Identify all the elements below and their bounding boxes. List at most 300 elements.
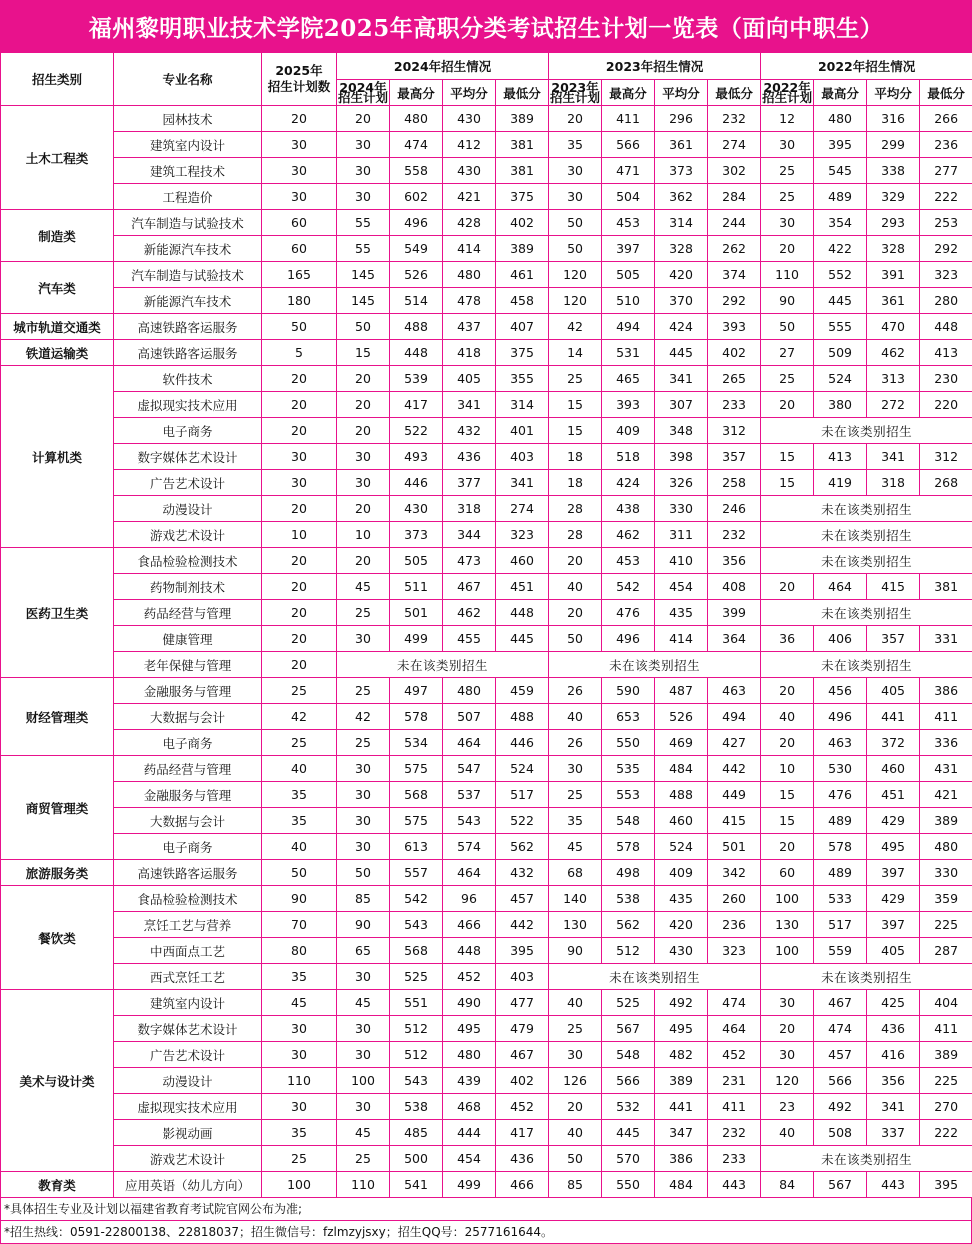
- major-cell: 金融服务与管理: [114, 678, 262, 704]
- y22-plan-cell: 12: [761, 106, 814, 132]
- y23-avg-cell: 420: [655, 262, 708, 288]
- y24-plan-cell: 30: [337, 184, 390, 210]
- y23-plan-cell: 14: [549, 340, 602, 366]
- y22-min-cell: 236: [920, 132, 972, 158]
- y22-plan-cell: 84: [761, 1172, 814, 1198]
- y22-max-cell: 492: [814, 1094, 867, 1120]
- not-recruited-cell: 未在该类别招生: [549, 964, 761, 990]
- y24-max-cell: 558: [390, 158, 443, 184]
- y23-avg-cell: 414: [655, 626, 708, 652]
- y22-avg-cell: 460: [867, 756, 920, 782]
- y23-avg-cell: 326: [655, 470, 708, 496]
- y24-plan-cell: 50: [337, 860, 390, 886]
- table-row: [1, 1068, 972, 1094]
- y24-min-cell: 323: [496, 522, 549, 548]
- y23-min-cell: 494: [708, 704, 761, 730]
- y23-max-cell: 578: [602, 834, 655, 860]
- table-row: [1, 964, 972, 990]
- table-row: [1, 834, 972, 860]
- y22-avg-cell: 441: [867, 704, 920, 730]
- y23-plan-cell: 30: [549, 158, 602, 184]
- y23-avg-cell: 454: [655, 574, 708, 600]
- y24-max-cell: 480: [390, 106, 443, 132]
- y23-avg-cell: 314: [655, 210, 708, 236]
- table-row: [1, 574, 972, 600]
- y24-plan-cell: 55: [337, 210, 390, 236]
- category-cell: 汽车类: [1, 262, 114, 314]
- y23-min-cell: 449: [708, 782, 761, 808]
- y22-avg-cell: 341: [867, 444, 920, 470]
- y22-max-cell: 354: [814, 210, 867, 236]
- y22-plan-cell: 30: [761, 210, 814, 236]
- y22-max-cell: 552: [814, 262, 867, 288]
- y22-max-cell: 509: [814, 340, 867, 366]
- y24-max-cell: 543: [390, 1068, 443, 1094]
- y24-max-cell: 525: [390, 964, 443, 990]
- y22-min-cell: 421: [920, 782, 972, 808]
- y22-min-cell: 323: [920, 262, 972, 288]
- y22-min-cell: 220: [920, 392, 972, 418]
- plan-2025-cell: 20: [262, 106, 337, 132]
- y22-plan-cell: 20: [761, 678, 814, 704]
- plan-2025-cell: 35: [262, 1120, 337, 1146]
- y23-min-cell: 312: [708, 418, 761, 444]
- y24-avg-cell: 473: [443, 548, 496, 574]
- y23-max-cell: 531: [602, 340, 655, 366]
- y23-min-cell: 244: [708, 210, 761, 236]
- y24-max-cell: 488: [390, 314, 443, 340]
- y22-max-cell: 496: [814, 704, 867, 730]
- y22-max-cell: 489: [814, 184, 867, 210]
- y24-min-cell: 381: [496, 158, 549, 184]
- plan-2025-cell: 20: [262, 392, 337, 418]
- y24-avg-cell: 448: [443, 938, 496, 964]
- y23-avg-cell: 370: [655, 288, 708, 314]
- y24-max-cell: 568: [390, 782, 443, 808]
- y22-min-cell: 389: [920, 808, 972, 834]
- footer-contact: *招生热线：0591-22800138、22818037；招生微信号：fzlmzyjsxy；招生QQ号：2577161644。: [1, 1221, 971, 1244]
- y23-plan-cell: 45: [549, 834, 602, 860]
- y22-avg-cell: 405: [867, 938, 920, 964]
- y24-avg-cell: 344: [443, 522, 496, 548]
- y23-min-cell: 356: [708, 548, 761, 574]
- y23-avg-cell: 526: [655, 704, 708, 730]
- y23-min-cell: 258: [708, 470, 761, 496]
- y23-avg-cell: 487: [655, 678, 708, 704]
- enrollment-plan-table: [0, 52, 972, 1198]
- plan-2025-cell: 35: [262, 964, 337, 990]
- y23-max-cell: 532: [602, 1094, 655, 1120]
- y24-avg-cell: 439: [443, 1068, 496, 1094]
- major-cell: 游戏艺术设计: [114, 1146, 262, 1172]
- table-row: [1, 1146, 972, 1172]
- y22-min-cell: 277: [920, 158, 972, 184]
- y24-plan-cell: 30: [337, 444, 390, 470]
- y23-plan-cell: 50: [549, 210, 602, 236]
- y23-plan-cell: 50: [549, 1146, 602, 1172]
- y23-avg-cell: 347: [655, 1120, 708, 1146]
- plan-2025-cell: 45: [262, 990, 337, 1016]
- y22-avg-cell: 356: [867, 1068, 920, 1094]
- table-row: [1, 756, 972, 782]
- y23-max-cell: 550: [602, 730, 655, 756]
- y23-max-cell: 542: [602, 574, 655, 600]
- y22-plan-cell: 25: [761, 158, 814, 184]
- major-cell: 建筑工程技术: [114, 158, 262, 184]
- plan-2025-cell: 40: [262, 834, 337, 860]
- y23-min-cell: 464: [708, 1016, 761, 1042]
- y23-max-cell: 465: [602, 366, 655, 392]
- y23-min-cell: 302: [708, 158, 761, 184]
- y22-min-cell: 225: [920, 912, 972, 938]
- table-row: [1, 1094, 972, 1120]
- y24-min-cell: 395: [496, 938, 549, 964]
- y24-avg-cell: 318: [443, 496, 496, 522]
- y22-min-cell: 359: [920, 886, 972, 912]
- y24-avg-cell: 437: [443, 314, 496, 340]
- table-row: [1, 652, 972, 678]
- y24-max-cell: 511: [390, 574, 443, 600]
- plan-2025-cell: 30: [262, 1042, 337, 1068]
- y24-avg-cell: 499: [443, 1172, 496, 1198]
- not-recruited-cell: 未在该类别招生: [549, 652, 761, 678]
- header-major: 专业名称: [114, 53, 262, 106]
- y23-plan-cell: 30: [549, 756, 602, 782]
- y24-min-cell: 402: [496, 210, 549, 236]
- y23-plan-cell: 40: [549, 990, 602, 1016]
- y24-avg-cell: 466: [443, 912, 496, 938]
- y24-plan-cell: 45: [337, 574, 390, 600]
- y23-min-cell: 415: [708, 808, 761, 834]
- y23-avg-cell: 373: [655, 158, 708, 184]
- y24-max-cell: 485: [390, 1120, 443, 1146]
- y24-max-cell: 578: [390, 704, 443, 730]
- y22-avg-cell: 341: [867, 1094, 920, 1120]
- y22-min-cell: 312: [920, 444, 972, 470]
- y24-min-cell: 442: [496, 912, 549, 938]
- y23-max-cell: 518: [602, 444, 655, 470]
- y23-plan-cell: 42: [549, 314, 602, 340]
- y22-plan-cell: 20: [761, 1016, 814, 1042]
- y22-avg-cell: 443: [867, 1172, 920, 1198]
- y22-max-cell: 419: [814, 470, 867, 496]
- y24-avg-cell: 341: [443, 392, 496, 418]
- y24-avg-cell: 490: [443, 990, 496, 1016]
- y23-max-cell: 505: [602, 262, 655, 288]
- major-cell: 建筑室内设计: [114, 990, 262, 1016]
- plan-2025-cell: 30: [262, 1016, 337, 1042]
- y23-min-cell: 443: [708, 1172, 761, 1198]
- major-cell: 虚拟现实技术应用: [114, 1094, 262, 1120]
- y24-plan-cell: 100: [337, 1068, 390, 1094]
- y24-plan-cell: 145: [337, 288, 390, 314]
- y23-plan-cell: 40: [549, 704, 602, 730]
- y23-min-cell: 231: [708, 1068, 761, 1094]
- y23-avg-cell: 435: [655, 600, 708, 626]
- y24-min-cell: 446: [496, 730, 549, 756]
- header-plan-2024: 2024年招生计划: [337, 80, 390, 106]
- header-min-2022: 最低分: [920, 80, 972, 106]
- plan-2025-cell: 50: [262, 314, 337, 340]
- y23-max-cell: 566: [602, 1068, 655, 1094]
- y23-max-cell: 504: [602, 184, 655, 210]
- y22-max-cell: 559: [814, 938, 867, 964]
- major-cell: 数字媒体艺术设计: [114, 1016, 262, 1042]
- y24-avg-cell: 432: [443, 418, 496, 444]
- y23-min-cell: 232: [708, 1120, 761, 1146]
- y24-min-cell: 479: [496, 1016, 549, 1042]
- y24-avg-cell: 464: [443, 860, 496, 886]
- not-recruited-cell: 未在该类别招生: [761, 600, 972, 626]
- y24-avg-cell: 467: [443, 574, 496, 600]
- plan-2025-cell: 35: [262, 808, 337, 834]
- y22-avg-cell: 425: [867, 990, 920, 1016]
- table-row: [1, 990, 972, 1016]
- y22-max-cell: 489: [814, 860, 867, 886]
- y23-max-cell: 567: [602, 1016, 655, 1042]
- y23-plan-cell: 15: [549, 418, 602, 444]
- y23-avg-cell: 386: [655, 1146, 708, 1172]
- y23-plan-cell: 50: [549, 236, 602, 262]
- major-cell: 高速铁路客运服务: [114, 314, 262, 340]
- page-title: 福州黎明职业技术学院2025年高职分类考试招生计划一览表（面向中职生）: [0, 0, 972, 52]
- y22-min-cell: 431: [920, 756, 972, 782]
- header-avg-2022: 平均分: [867, 80, 920, 106]
- major-cell: 食品检验检测技术: [114, 548, 262, 574]
- category-cell: 美术与设计类: [1, 990, 114, 1172]
- y23-min-cell: 265: [708, 366, 761, 392]
- y23-avg-cell: 361: [655, 132, 708, 158]
- major-cell: 食品检验检测技术: [114, 886, 262, 912]
- y24-plan-cell: 30: [337, 132, 390, 158]
- y22-min-cell: 222: [920, 184, 972, 210]
- y23-min-cell: 408: [708, 574, 761, 600]
- plan-2025-cell: 5: [262, 340, 337, 366]
- y24-plan-cell: 30: [337, 756, 390, 782]
- y22-min-cell: 268: [920, 470, 972, 496]
- y24-min-cell: 389: [496, 236, 549, 262]
- y23-plan-cell: 18: [549, 470, 602, 496]
- plan-2025-cell: 70: [262, 912, 337, 938]
- y22-plan-cell: 90: [761, 288, 814, 314]
- y24-min-cell: 562: [496, 834, 549, 860]
- category-cell: 旅游服务类: [1, 860, 114, 886]
- y23-max-cell: 548: [602, 1042, 655, 1068]
- y24-max-cell: 575: [390, 808, 443, 834]
- y22-min-cell: 230: [920, 366, 972, 392]
- y22-max-cell: 578: [814, 834, 867, 860]
- plan-2025-cell: 110: [262, 1068, 337, 1094]
- y24-min-cell: 381: [496, 132, 549, 158]
- y24-max-cell: 538: [390, 1094, 443, 1120]
- y22-plan-cell: 40: [761, 1120, 814, 1146]
- y24-avg-cell: 507: [443, 704, 496, 730]
- y24-max-cell: 448: [390, 340, 443, 366]
- plan-2025-cell: 40: [262, 756, 337, 782]
- y22-plan-cell: 25: [761, 366, 814, 392]
- y24-plan-cell: 145: [337, 262, 390, 288]
- y24-plan-cell: 30: [337, 1042, 390, 1068]
- plan-2025-cell: 100: [262, 1172, 337, 1198]
- not-recruited-cell: 未在该类别招生: [761, 522, 972, 548]
- not-recruited-cell: 未在该类别招生: [761, 496, 972, 522]
- plan-2025-cell: 20: [262, 574, 337, 600]
- y23-avg-cell: 424: [655, 314, 708, 340]
- y22-avg-cell: 272: [867, 392, 920, 418]
- major-cell: 广告艺术设计: [114, 470, 262, 496]
- y22-plan-cell: 100: [761, 938, 814, 964]
- y22-avg-cell: 415: [867, 574, 920, 600]
- major-cell: 动漫设计: [114, 1068, 262, 1094]
- y23-plan-cell: 20: [549, 548, 602, 574]
- y24-max-cell: 446: [390, 470, 443, 496]
- y23-max-cell: 510: [602, 288, 655, 314]
- y23-avg-cell: 484: [655, 1172, 708, 1198]
- table-row: [1, 470, 972, 496]
- y23-min-cell: 411: [708, 1094, 761, 1120]
- y22-max-cell: 464: [814, 574, 867, 600]
- y22-max-cell: 567: [814, 1172, 867, 1198]
- y22-avg-cell: 328: [867, 236, 920, 262]
- y24-avg-cell: 96: [443, 886, 496, 912]
- y23-plan-cell: 26: [549, 678, 602, 704]
- y23-plan-cell: 20: [549, 600, 602, 626]
- y22-avg-cell: 329: [867, 184, 920, 210]
- y22-avg-cell: 372: [867, 730, 920, 756]
- y22-avg-cell: 397: [867, 860, 920, 886]
- y23-avg-cell: 307: [655, 392, 708, 418]
- y24-avg-cell: 418: [443, 340, 496, 366]
- y23-min-cell: 357: [708, 444, 761, 470]
- y22-min-cell: 413: [920, 340, 972, 366]
- y24-avg-cell: 543: [443, 808, 496, 834]
- not-recruited-cell: 未在该类别招生: [761, 548, 972, 574]
- y24-max-cell: 613: [390, 834, 443, 860]
- table-row: [1, 366, 972, 392]
- y24-max-cell: 522: [390, 418, 443, 444]
- header-min-2023: 最低分: [708, 80, 761, 106]
- y23-max-cell: 590: [602, 678, 655, 704]
- table-row: [1, 1042, 972, 1068]
- category-cell: 城市轨道交通类: [1, 314, 114, 340]
- y22-avg-cell: 391: [867, 262, 920, 288]
- major-cell: 汽车制造与试验技术: [114, 210, 262, 236]
- y24-min-cell: 314: [496, 392, 549, 418]
- table-row: [1, 704, 972, 730]
- y23-max-cell: 393: [602, 392, 655, 418]
- y22-max-cell: 489: [814, 808, 867, 834]
- y24-plan-cell: 110: [337, 1172, 390, 1198]
- y24-plan-cell: 85: [337, 886, 390, 912]
- y24-max-cell: 541: [390, 1172, 443, 1198]
- y22-avg-cell: 313: [867, 366, 920, 392]
- table-row: [1, 860, 972, 886]
- header-max-2023: 最高分: [602, 80, 655, 106]
- major-cell: 电子商务: [114, 730, 262, 756]
- major-cell: 工程造价: [114, 184, 262, 210]
- y24-plan-cell: 10: [337, 522, 390, 548]
- header-avg-2024: 平均分: [443, 80, 496, 106]
- y24-min-cell: 522: [496, 808, 549, 834]
- plan-2025-cell: 20: [262, 496, 337, 522]
- y23-avg-cell: 445: [655, 340, 708, 366]
- y23-max-cell: 535: [602, 756, 655, 782]
- y24-avg-cell: 452: [443, 964, 496, 990]
- y24-max-cell: 542: [390, 886, 443, 912]
- y23-max-cell: 653: [602, 704, 655, 730]
- y23-min-cell: 284: [708, 184, 761, 210]
- y23-min-cell: 442: [708, 756, 761, 782]
- y24-min-cell: 451: [496, 574, 549, 600]
- y23-avg-cell: 348: [655, 418, 708, 444]
- y22-avg-cell: 462: [867, 340, 920, 366]
- plan-2025-cell: 30: [262, 158, 337, 184]
- y22-avg-cell: 338: [867, 158, 920, 184]
- y24-plan-cell: 50: [337, 314, 390, 340]
- y24-max-cell: 500: [390, 1146, 443, 1172]
- table-row: [1, 444, 972, 470]
- y23-max-cell: 566: [602, 132, 655, 158]
- y23-plan-cell: 130: [549, 912, 602, 938]
- y23-max-cell: 496: [602, 626, 655, 652]
- y23-min-cell: 402: [708, 340, 761, 366]
- y22-plan-cell: 30: [761, 132, 814, 158]
- table-row: [1, 106, 972, 132]
- major-cell: 汽车制造与试验技术: [114, 262, 262, 288]
- major-cell: 药品经营与管理: [114, 756, 262, 782]
- y23-avg-cell: 362: [655, 184, 708, 210]
- plan-2025-cell: 50: [262, 860, 337, 886]
- y24-min-cell: 407: [496, 314, 549, 340]
- major-cell: 游戏艺术设计: [114, 522, 262, 548]
- major-cell: 大数据与会计: [114, 808, 262, 834]
- y23-max-cell: 553: [602, 782, 655, 808]
- plan-2025-cell: 90: [262, 886, 337, 912]
- y23-max-cell: 570: [602, 1146, 655, 1172]
- y24-plan-cell: 25: [337, 730, 390, 756]
- major-cell: 药品经营与管理: [114, 600, 262, 626]
- y22-min-cell: 266: [920, 106, 972, 132]
- y22-max-cell: 533: [814, 886, 867, 912]
- y23-avg-cell: 389: [655, 1068, 708, 1094]
- footer-note: *具体招生专业及计划以福建省教育考试院官网公布为准;: [1, 1198, 971, 1221]
- y24-max-cell: 602: [390, 184, 443, 210]
- major-cell: 电子商务: [114, 418, 262, 444]
- y24-plan-cell: 25: [337, 600, 390, 626]
- plan-2025-cell: 35: [262, 782, 337, 808]
- y24-plan-cell: 30: [337, 834, 390, 860]
- y22-min-cell: 395: [920, 1172, 972, 1198]
- header-plan-2025: 2025年 招生计划数: [262, 53, 337, 106]
- category-cell: 土木工程类: [1, 106, 114, 210]
- y23-min-cell: 364: [708, 626, 761, 652]
- header-plan-2023: 2023年招生计划: [549, 80, 602, 106]
- y23-avg-cell: 492: [655, 990, 708, 1016]
- y24-plan-cell: 55: [337, 236, 390, 262]
- y24-plan-cell: 30: [337, 626, 390, 652]
- major-cell: 高速铁路客运服务: [114, 340, 262, 366]
- y23-avg-cell: 420: [655, 912, 708, 938]
- y24-max-cell: 505: [390, 548, 443, 574]
- y24-min-cell: 458: [496, 288, 549, 314]
- header-max-2022: 最高分: [814, 80, 867, 106]
- y23-max-cell: 424: [602, 470, 655, 496]
- y22-plan-cell: 20: [761, 574, 814, 600]
- y24-max-cell: 526: [390, 262, 443, 288]
- header-category: 招生类别: [1, 53, 114, 106]
- y22-avg-cell: 318: [867, 470, 920, 496]
- y24-min-cell: 467: [496, 1042, 549, 1068]
